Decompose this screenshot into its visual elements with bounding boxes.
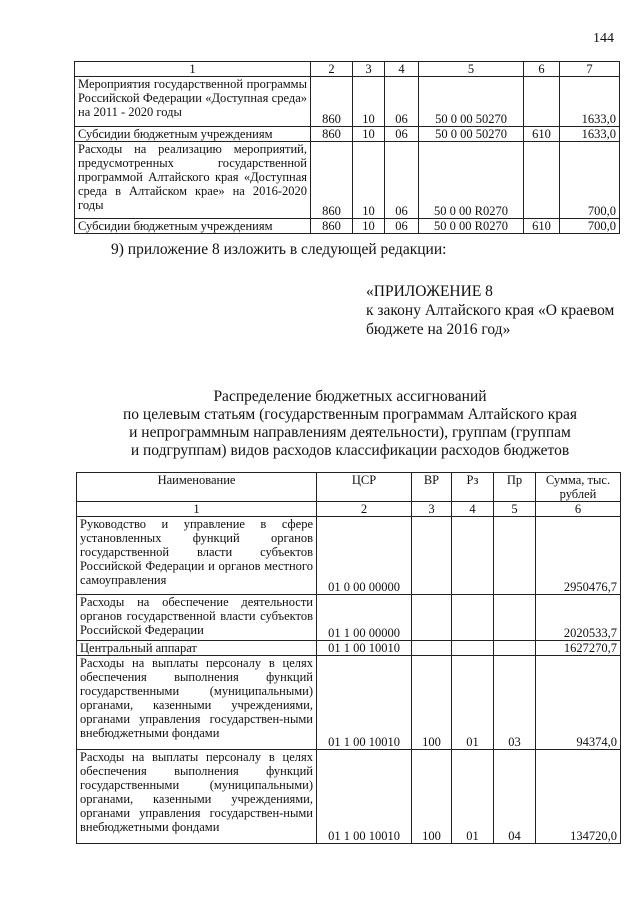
cell-csr: 01 1 00 00000 bbox=[317, 595, 412, 641]
cell-csr: 01 1 00 10010 bbox=[317, 750, 412, 844]
row-name: Субсидии бюджетным учреждениям bbox=[75, 127, 311, 142]
cell-vr bbox=[412, 595, 452, 641]
cell-value: 06 bbox=[385, 219, 419, 234]
row-name: Расходы на выплаты персоналу в целях обеспечения выполнения функций государственными (муниципальными) органами, казенными учреждениями, органами управления государствен-ными внебюджетными фондами bbox=[77, 656, 317, 750]
title-line: по целевым статьям (государственным программам Алтайского края bbox=[123, 406, 577, 423]
cell-sum: 2020533,7 bbox=[536, 595, 621, 641]
row-name: Мероприятия государственной программы Российской Федерации «Доступная среда» на 2011 - 2020 годы bbox=[75, 77, 311, 127]
cell-value: 860 bbox=[311, 219, 353, 234]
row-name: Субсидии бюджетным учреждениям bbox=[75, 219, 311, 234]
column-header-rz: Рз bbox=[452, 473, 494, 502]
cell-value: 06 bbox=[385, 142, 419, 219]
cell-sum: 2950476,7 bbox=[536, 517, 621, 595]
column-number: 6 bbox=[536, 502, 621, 517]
cell-rz bbox=[452, 595, 494, 641]
cell-vr: 100 bbox=[412, 750, 452, 844]
table-row bbox=[77, 517, 621, 595]
row-name: Расходы на обеспечение деятельности органов государственной власти субъектов Российской Федерации bbox=[77, 595, 317, 641]
table-row bbox=[75, 127, 620, 142]
table-row bbox=[75, 142, 620, 219]
cell-value: 1633,0 bbox=[560, 127, 620, 142]
document-title bbox=[90, 388, 610, 460]
cell-value: 50 0 00 50270 bbox=[419, 127, 524, 142]
cell-rz: 01 bbox=[452, 750, 494, 844]
cell-value: 700,0 bbox=[560, 219, 620, 234]
cell-value bbox=[524, 142, 560, 219]
row-name: Руководство и управление в сфере установленных функций органов государственной власти субъектов Российской Федерации и органов местного самоуправления bbox=[77, 517, 317, 595]
column-number: 6 bbox=[524, 62, 560, 77]
column-header-name: Наименование bbox=[77, 473, 317, 502]
table-header-row bbox=[75, 62, 620, 77]
column-number: 1 bbox=[77, 502, 317, 517]
cell-value: 700,0 bbox=[560, 142, 620, 219]
table-row bbox=[75, 77, 620, 127]
row-name: Расходы на выплаты персоналу в целях обеспечения выполнения функций государственными (муниципальными) органами, казенными учреждениями, органами управления государствен-ными внебюджетными фондами bbox=[77, 750, 317, 844]
table-row bbox=[77, 656, 621, 750]
cell-pr bbox=[494, 595, 536, 641]
cell-pr bbox=[494, 641, 536, 656]
column-header-csr: ЦСР bbox=[317, 473, 412, 502]
cell-value: 610 bbox=[524, 127, 560, 142]
cell-rz bbox=[452, 641, 494, 656]
cell-sum: 134720,0 bbox=[536, 750, 621, 844]
amendment-item-9: 9) приложение 8 изложить в следующей редакции: bbox=[111, 241, 447, 258]
cell-value: 10 bbox=[353, 127, 385, 142]
row-name: Расходы на реализацию мероприятий, предусмотренных государственной программой Алтайского края «Доступная среда в Алтайском крае» на 2016-2020 годы bbox=[75, 142, 311, 219]
title-line: Распределение бюджетных ассигнований bbox=[213, 388, 487, 405]
cell-value: 50 0 00 R0270 bbox=[419, 219, 524, 234]
table-row bbox=[77, 641, 621, 656]
column-number: 7 bbox=[560, 62, 620, 77]
appendix-line: к закону Алтайского края «О краевом bbox=[366, 302, 615, 319]
cell-value: 50 0 00 50270 bbox=[419, 77, 524, 127]
cell-value: 1633,0 bbox=[560, 77, 620, 127]
cell-value: 06 bbox=[385, 77, 419, 127]
table-row bbox=[77, 595, 621, 641]
table-row bbox=[77, 750, 621, 844]
cell-value bbox=[524, 77, 560, 127]
cell-vr bbox=[412, 517, 452, 595]
budget-allocation-table bbox=[76, 472, 621, 844]
cell-pr: 03 bbox=[494, 656, 536, 750]
column-number: 5 bbox=[419, 62, 524, 77]
continued-expenditure-table bbox=[74, 61, 620, 234]
cell-rz bbox=[452, 517, 494, 595]
table-row bbox=[75, 219, 620, 234]
cell-value: 860 bbox=[311, 77, 353, 127]
appendix-line: бюджете на 2016 год» bbox=[366, 321, 511, 338]
column-number: 1 bbox=[75, 62, 311, 77]
table-header-row bbox=[77, 473, 621, 502]
cell-pr bbox=[494, 517, 536, 595]
column-number: 3 bbox=[412, 502, 452, 517]
column-number: 3 bbox=[353, 62, 385, 77]
cell-value: 860 bbox=[311, 127, 353, 142]
cell-value: 50 0 00 R0270 bbox=[419, 142, 524, 219]
cell-value: 860 bbox=[311, 142, 353, 219]
cell-value: 610 bbox=[524, 219, 560, 234]
row-name: Центральный аппарат bbox=[77, 641, 317, 656]
cell-value: 10 bbox=[353, 219, 385, 234]
cell-vr bbox=[412, 641, 452, 656]
column-number: 2 bbox=[311, 62, 353, 77]
cell-value: 06 bbox=[385, 127, 419, 142]
cell-sum: 1627270,7 bbox=[536, 641, 621, 656]
column-number: 4 bbox=[385, 62, 419, 77]
column-number: 5 bbox=[494, 502, 536, 517]
title-line: и подгруппам) видов расходов классификации расходов бюджетов bbox=[130, 442, 570, 459]
cell-rz: 01 bbox=[452, 656, 494, 750]
cell-value: 10 bbox=[353, 142, 385, 219]
cell-pr: 04 bbox=[494, 750, 536, 844]
appendix-line: «ПРИЛОЖЕНИЕ 8 bbox=[366, 283, 493, 300]
title-line: и непрограммным направлениям деятельности), группам (группам bbox=[129, 424, 571, 441]
cell-sum: 94374,0 bbox=[536, 656, 621, 750]
column-number: 2 bbox=[317, 502, 412, 517]
column-header-sum: Сумма, тыс. рублей bbox=[536, 473, 621, 502]
cell-csr: 01 0 00 00000 bbox=[317, 517, 412, 595]
page-number: 144 bbox=[593, 31, 614, 46]
cell-vr: 100 bbox=[412, 656, 452, 750]
cell-csr: 01 1 00 10010 bbox=[317, 641, 412, 656]
column-header-pr: Пр bbox=[494, 473, 536, 502]
cell-csr: 01 1 00 10010 bbox=[317, 656, 412, 750]
column-number: 4 bbox=[452, 502, 494, 517]
cell-value: 10 bbox=[353, 77, 385, 127]
column-header-vr: ВР bbox=[412, 473, 452, 502]
appendix-heading bbox=[366, 282, 614, 339]
column-number-row bbox=[77, 502, 621, 517]
